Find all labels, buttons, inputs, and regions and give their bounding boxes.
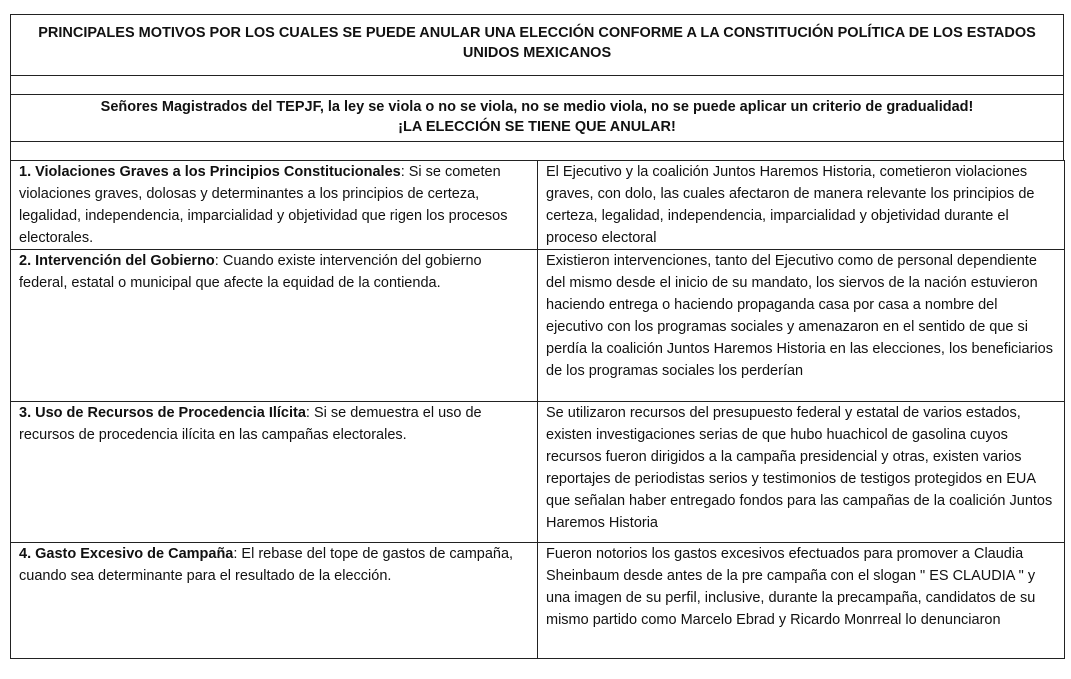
motive-description: : El rebase del tope de gastos de campaña, cuando sea determinante para el resultado de la elección. bbox=[19, 546, 514, 584]
claim-cell: Fueron notorios los gastos excesivos efectuados para promover a Claudia Sheinbaum desde antes de la pre campaña con el slogan " ES CLAUDIA " y una imagen de su perfil, inclusive, durante la precampaña, candidatos de su mismo partido como Marcelo Ebrad y Ricardo Monrreal lo denunciaron bbox=[538, 543, 1065, 659]
motives-table bbox=[10, 160, 1065, 659]
table-row bbox=[11, 161, 1065, 250]
motive-description: : Si se demuestra el uso de recursos de procedencia ilícita en las campañas electorales. bbox=[19, 405, 482, 443]
table-row bbox=[11, 402, 1065, 543]
appeal-line-2: ¡LA ELECCIÓN SE TIENE QUE ANULAR! bbox=[398, 119, 676, 135]
motive-heading: 2. Intervención del Gobierno bbox=[19, 253, 215, 269]
table-row bbox=[11, 250, 1065, 402]
claim-cell: Existieron intervenciones, tanto del Ejecutivo como de personal dependiente del mismo desde el inicio de su mandato, los siervos de la nación estuvieron haciendo entrega o haciendo propaganda casa por casa a nombre del ejecutivo con los programas sociales y amenazaron en el sentido de que si perdía la coalición Juntos Haremos Historia en las elecciones, los beneficiarios de los programas sociales los perderían bbox=[538, 250, 1065, 402]
motive-heading: 3. Uso de Recursos de Procedencia Ilícita bbox=[19, 405, 306, 421]
motive-description: : Cuando existe intervención del gobierno federal, estatal o municipal que afecte la equidad de la contienda. bbox=[19, 253, 482, 291]
claim-cell: Se utilizaron recursos del presupuesto federal y estatal de varios estados, existen investigaciones serias de que hubo huachicol de gasolina cuyos recursos fueron dirigidos a la campaña presidencial y otras, existen varios reportajes de periodistas serios y testimonios de testigos protegidos en EUA que señalan haber entregado fondos para las campañas de la coalición Juntos Haremos Historia bbox=[538, 402, 1065, 543]
motive-cell bbox=[11, 543, 538, 659]
claim-cell: El Ejecutivo y la coalición Juntos Haremos Historia, cometieron violaciones graves, con dolo, las cuales afectaron de manera relevante los principios de certeza, legalidad, independencia, imparcialidad y objetividad durante el proceso electoral bbox=[538, 161, 1065, 250]
motive-cell bbox=[11, 250, 538, 402]
appeal-row bbox=[11, 95, 1064, 142]
spacer-row bbox=[11, 142, 1064, 161]
header-table bbox=[10, 14, 1064, 161]
motive-heading: 4. Gasto Excesivo de Campaña bbox=[19, 546, 234, 562]
motive-heading: 1. Violaciones Graves a los Principios Constitucionales bbox=[19, 164, 401, 180]
spacer-cell bbox=[11, 76, 1064, 95]
title-row bbox=[11, 15, 1064, 76]
spacer-cell bbox=[11, 142, 1064, 161]
document-title: PRINCIPALES MOTIVOS POR LOS CUALES SE PUEDE ANULAR UNA ELECCIÓN CONFORME A LA CONSTITUCIÓN POLÍTICA DE LOS ESTADOS UNIDOS MEXICANOS bbox=[11, 15, 1064, 76]
motive-cell bbox=[11, 161, 538, 250]
document bbox=[10, 14, 1064, 659]
appeal-cell bbox=[11, 95, 1064, 142]
spacer-row bbox=[11, 76, 1064, 95]
motive-description: : Si se cometen violaciones graves, dolosas y determinantes a los principios de certeza, legalidad, independencia, imparcialidad y objetividad que rigen los procesos electorales. bbox=[19, 164, 508, 246]
table-row bbox=[11, 543, 1065, 659]
appeal-line-1: Señores Magistrados del TEPJF, la ley se viola o no se viola, no se medio viola, no se puede aplicar un criterio de gradualidad! bbox=[100, 99, 974, 115]
motive-cell bbox=[11, 402, 538, 543]
